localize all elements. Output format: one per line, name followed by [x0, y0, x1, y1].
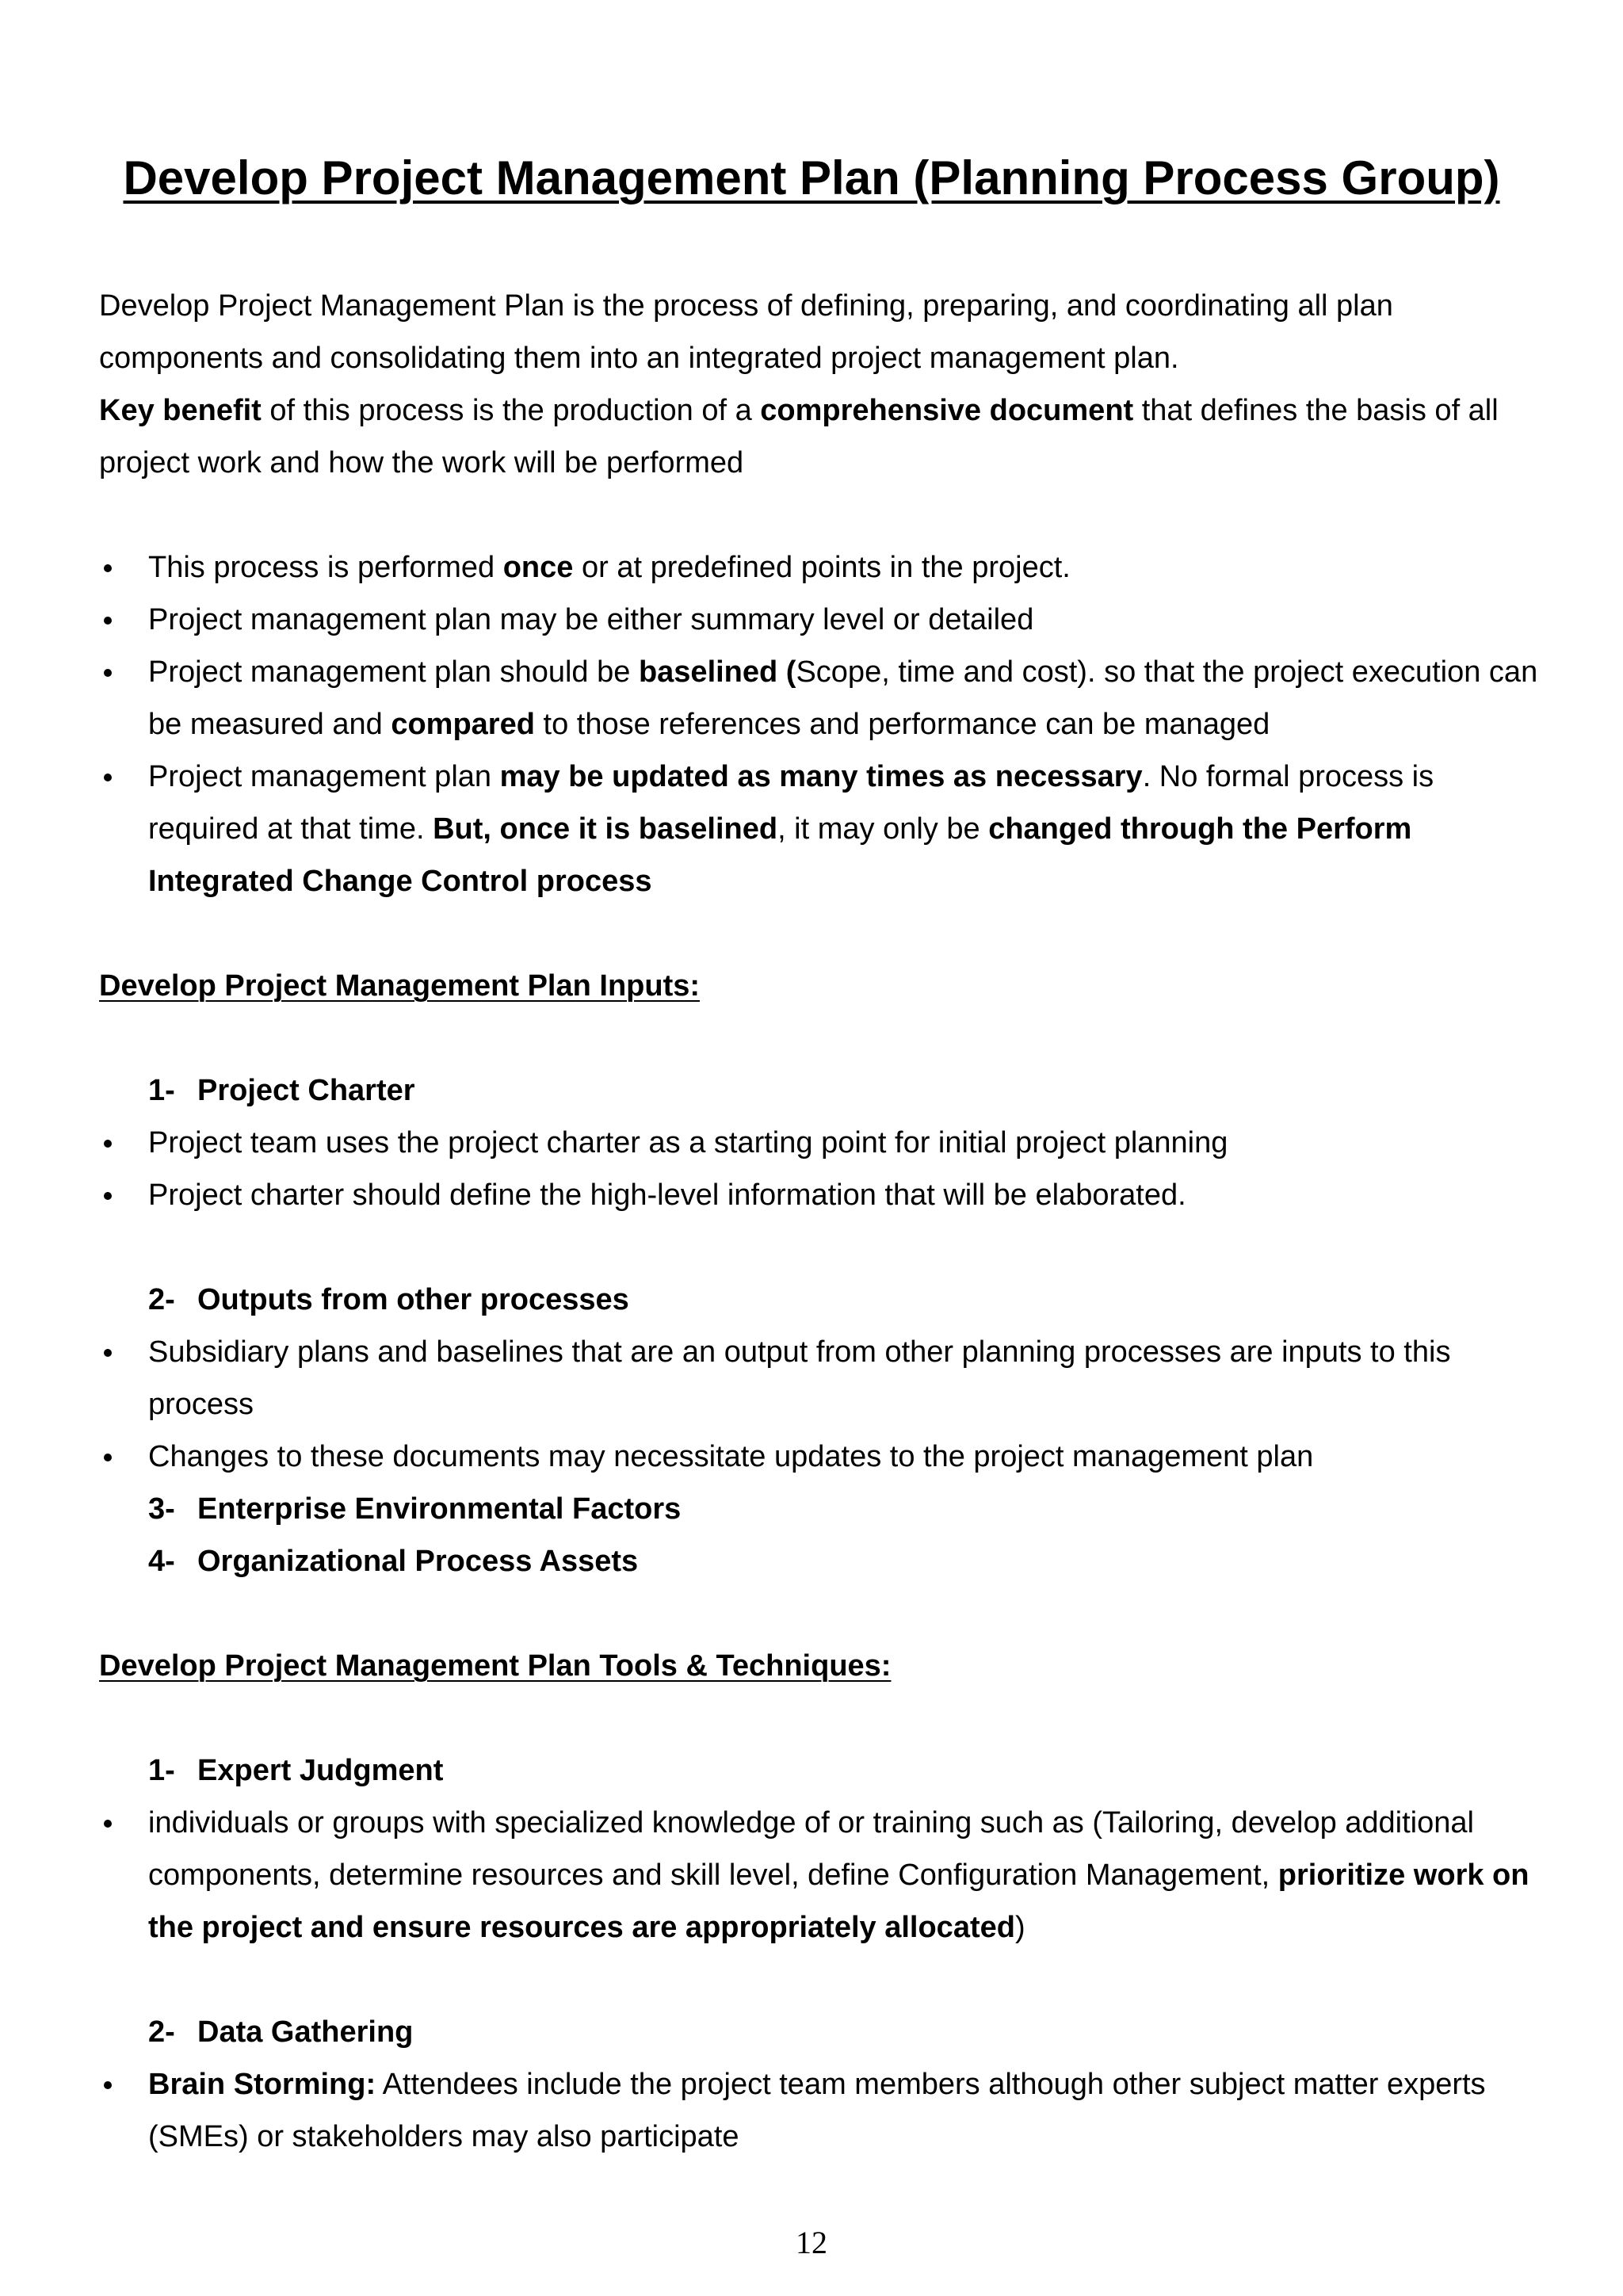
bullet-text: or at predefined points in the project.: [573, 551, 1071, 584]
list-item: [99, 646, 1541, 751]
item-label: Project Charter: [197, 1074, 415, 1107]
bullet-text: to those references and performance can be managed: [534, 708, 1270, 741]
bullet-emphasis: changed through the Perform Integrated Change Control process: [148, 812, 1412, 898]
bullet-text: Project management plan may be either summary level or detailed: [148, 603, 1034, 636]
key-benefit-emphasis: comprehensive document: [760, 394, 1134, 427]
key-benefit-paragraph: [99, 384, 1541, 489]
inputs-item-opa: [99, 1535, 1541, 1587]
item-number: 1-: [148, 1074, 175, 1107]
inputs-item-eef: [99, 1483, 1541, 1535]
inputs-item-outputs-other-processes: [99, 1274, 1541, 1326]
bullet-text: Project management plan: [148, 760, 500, 793]
bullet-emphasis: compared: [391, 708, 535, 741]
item-label: Expert Judgment: [197, 1754, 444, 1787]
bullet-text: Project management plan should be: [148, 655, 639, 689]
bullet-text: Changes to these documents may necessitate updates to the project management plan: [148, 1440, 1314, 1473]
overview-bullet-list: [99, 541, 1541, 907]
bullet-text: Project team uses the project charter as a starting point for initial project planning: [148, 1126, 1228, 1159]
key-benefit-label: Key benefit: [99, 394, 262, 427]
bullet-text: Project charter should define the high-level information that will be elaborated.: [148, 1179, 1186, 1212]
item-number: 3-: [148, 1492, 175, 1526]
bullet-emphasis: once: [502, 551, 574, 584]
page-content: [99, 280, 1541, 2163]
list-item: [99, 1431, 1541, 1483]
data-gathering-bullets: [99, 2058, 1541, 2163]
list-item: [99, 1117, 1541, 1169]
page-number: 12: [796, 2225, 827, 2260]
page-title: Develop Project Management Plan (Planning Process Group): [123, 151, 1500, 204]
item-number: 2-: [148, 1283, 175, 1316]
project-charter-bullets: [99, 1117, 1541, 1221]
bullet-emphasis: Brain Storming:: [148, 2068, 376, 2101]
list-item: [99, 1797, 1541, 1954]
item-label: Organizational Process Assets: [197, 1545, 639, 1578]
intro-paragraph: Develop Project Management Plan is the process of defining, preparing, and coordinating all plan components and consolidating them into an integrated project management plan.: [99, 289, 1393, 375]
list-item: [99, 541, 1541, 594]
item-number: 2-: [148, 2015, 175, 2049]
list-item: [99, 1169, 1541, 1221]
tools-heading: Develop Project Management Plan Tools & Techniques:: [99, 1649, 892, 1683]
key-benefit-text-2: that defines the basis of all project work and how the work will be performed: [99, 394, 1499, 479]
bullet-text: Scope, time and cost). so that the project execution can be measured and: [148, 655, 1538, 741]
bullet-text: This process is performed: [148, 551, 503, 584]
tools-item-data-gathering: [99, 2006, 1541, 2058]
bullet-text: individuals or groups with specialized knowledge of or training such as (Tailoring, develop additional components, determine resources and skill level, define Configuration Management,: [148, 1806, 1474, 1892]
bullet-emphasis: prioritize work on the project and ensure resources are appropriately allocated: [148, 1859, 1529, 1944]
item-label: Enterprise Environmental Factors: [197, 1492, 682, 1526]
item-number: 4-: [148, 1545, 175, 1578]
bullet-text: ): [1014, 1911, 1025, 1944]
list-item: [99, 2058, 1541, 2163]
inputs-item-project-charter: [99, 1064, 1541, 1117]
bullet-emphasis: may be updated as many times as necessary: [499, 760, 1143, 793]
list-item: [99, 751, 1541, 907]
tools-item-expert-judgment: [99, 1744, 1541, 1797]
key-benefit-text-1: of this process is the production of a: [261, 394, 761, 427]
item-label: Data Gathering: [197, 2015, 414, 2049]
bullet-emphasis: But, once it is baselined: [433, 812, 778, 846]
list-item: [99, 1326, 1541, 1431]
list-item: [99, 594, 1541, 646]
bullet-emphasis: baselined (: [638, 655, 796, 689]
inputs-heading: Develop Project Management Plan Inputs:: [99, 969, 701, 1003]
item-number: 1-: [148, 1754, 175, 1787]
bullet-text: , it may only be: [777, 812, 989, 846]
bullet-text: . No formal process is required at that time.: [148, 760, 1434, 846]
outputs-other-processes-bullets: [99, 1326, 1541, 1483]
expert-judgment-bullets: [99, 1797, 1541, 1954]
bullet-text: Attendees include the project team members although other subject matter experts (SMEs) or stakeholders may also participate: [148, 2068, 1486, 2153]
item-label: Outputs from other processes: [197, 1283, 629, 1316]
bullet-text: Subsidiary plans and baselines that are an output from other planning processes are inputs to this process: [148, 1335, 1451, 1421]
